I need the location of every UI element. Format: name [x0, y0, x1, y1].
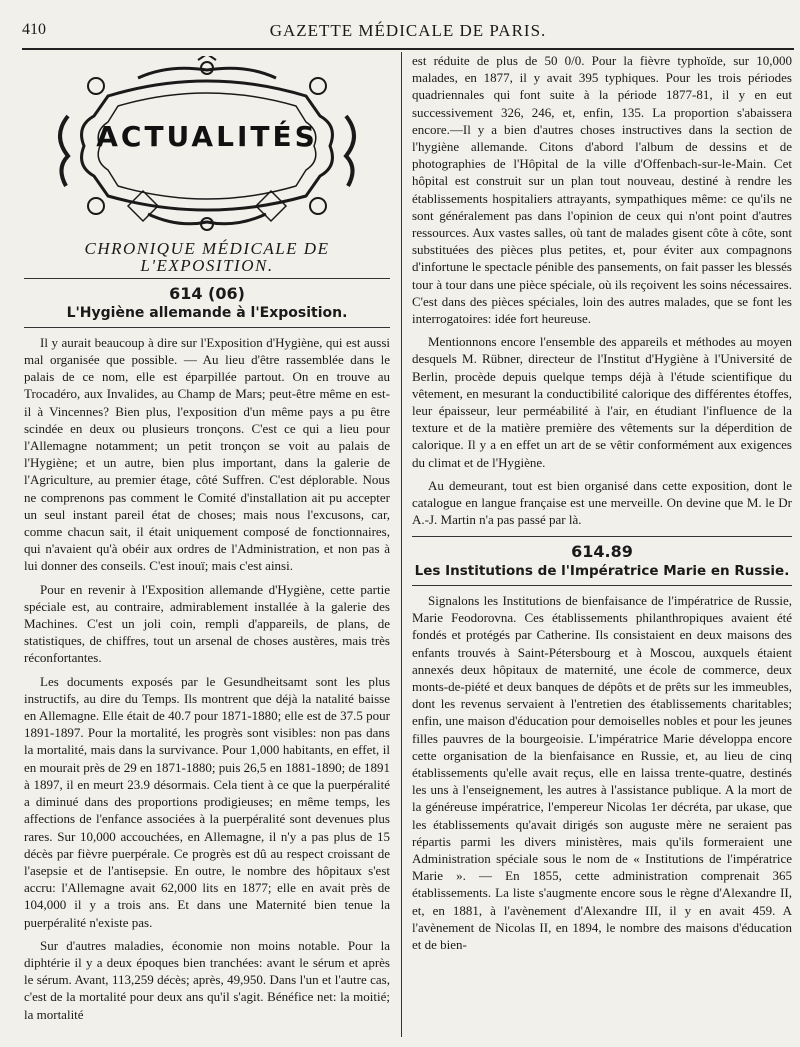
- page-header: [22, 18, 794, 50]
- section-divider: [412, 536, 792, 537]
- actualites-banner: [48, 56, 366, 234]
- right-column: [412, 52, 792, 1037]
- column-divider: [401, 52, 402, 1037]
- paragraph: Pour en revenir à l'Exposition allemande d'Hygiène, cette partie spéciale est, au contraire, admirablement installée à la galerie des Machines. C'est un joli coin, rempli d'appareils, de plans, de statistiques, de chiffres, tout un arsenal de choses austères, mais très réconfortantes.: [24, 581, 390, 666]
- paragraph: Au demeurant, tout est bien organisé dans cette exposition, dont le catalogue en langue française est une merveille. On devine que M. le Dr A.-J. Martin n'a pas passé par là.: [412, 477, 792, 528]
- left-column: [24, 52, 390, 1037]
- paragraph: Mentionnons encore l'ensemble des appareils et méthodes au moyen desquels M. Rübner, directeur de l'Institut d'Hygiène à l'Université de Berlin, procède depuis quelque temps déjà à l'étude scientifique du vêtement, en mesurant la conductibilité calorique des différentes étoffes, leur épaisseur, leur perméabilité à l'air, en étudiant l'influence de la texture et de la matière première des vêtements sur la déperdition de calorique. Il y a en effet un art de se vêtir conformément aux exigences du climat et de l'Hygiène.: [412, 334, 792, 470]
- article-number: 614.89: [571, 542, 633, 562]
- journal-title: GAZETTE MÉDICALE DE PARIS.: [269, 21, 547, 40]
- page-number: 410: [22, 21, 46, 38]
- paragraph: Il y aurait beaucoup à dire sur l'Exposition d'Hygiène, qui est aussi mal organisée que possible. — Au lieu d'être rassemblée dans le palais de ce nom, elle est éparpillée partout. On en trouve au Trocadéro, aux Invalides, au Champ de Mars; peut-être même en est-il à Vincennes? Bien plus, l'exposition d'un même pays a pu être scindée en deux ou plusieurs tronçons. C'est ce qui a lieu pour l'Allemagne notamment; un petit tronçon se voit au palais de l'Hygiène; et un autre, bien plus important, dans la galerie de l'Agriculture, au premier étage, côté Suffren. C'est déplorable. Nous ne comprenons pas comment le Comité d'installation ait pu accepter un seul instant pareil état de choses; mais nous l'excusons, car, comme chacun sait, il était uniquement composé de fonctionnaires, qui n'avaient qu'à obéir aux ordres de l'Administration, et non pas à lui donner des conseils. C'est inouï; mais c'est ainsi.: [24, 334, 390, 574]
- paragraph: est réduite de plus de 50 0/0. Pour la fièvre typhoïde, sur 10,000 malades, en 1877, il y avait 395 typhiques. Pour les trois périodes quadriennales qui font suite à la période 1877-81, il y en eut successivement 326, 246, et, enfin, 135. La proportion s'abaissera encore.—Il y a bien d'autres choses instructives dans la section de l'hygiène allemande. Citons d'abord l'album de dessins et de photographies de l'Hôpital de la ville d'Offenbach-sur-le-Main. Cet hôpital est construit sur un plan tout nouveau, destiné à rendre les établissements hospitaliers attrayants, sympathiques même: ce qu'ils ne sont généralement pas dans l'opinion de ceux qui n'ont point d'autres ressources. Aux vastes salles, où tant de malades gisent côte à côte, sont substituées des pièces plus petites, et, pour éviter aux compagnons d'infortune le spectacle pénible des pansements, on fait passer les blessés tour à tour dans une pièce spéciale, où ils reçoivent les soins nécessaires. C'est dans des pièces spéciales, loin des autres malades, que se font les interrogatoires: idée fort heureuse.: [412, 53, 792, 327]
- article-title: L'Hygiène allemande à l'Exposition.: [24, 305, 390, 328]
- paragraph: Les documents exposés par le Gesundheitsamt sont les plus instructifs, au dire du Temps. Ils montrent que déjà la natalité baisse en Allemagne. Elle était de 40.7 pour 1871-1880; elle est de 37.5 pour 1891-1897. Pour la mortalité, les progrès sont visibles: non pas dans la mortalité, mais dans la survivance. Pour 1,000 habitants, en effet, il en mourait près de 29 en 1871-1880; puis 26,5 en 1881-1890; de 1891 à 1897, il en meurt 23.9 désormais. Cela tient à ce que la puerpéralité a diminué dans des proportions prodigieuses; en même temps, les affections de l'enfance associées à la puerpéralité sont devenues plus rares. Sur 10,000 accouchées, en Allemagne, il n'y a pas plus de 15 décès par fièvre puerpérale. Ce progrès est dû au respect croissant de l'asepsie et de l'antisepsie. En outre, le nombre des hôpitaux s'est accru: l'Allemagne avait 62,000 lits en 1877; elle en avait près de 104,000 il y a trois ans. Et dans une Maternité bien tenue la puerpéralité n'existe pas.: [24, 673, 390, 930]
- article-title: Les Institutions de l'Impératrice Marie en Russie.: [412, 563, 792, 586]
- article-number: 614 (06): [169, 284, 245, 304]
- paragraph: Sur d'autres maladies, économie non moins notable. Pour la diphtérie il y a deux époques bien tranchées: avant le sérum et après le sérum. Avant, 113,259 décès; après, 49,950. Dans l'un et l'autre cas, c'est de la mortalité pour deux ans qu'il s'agit. Bénéfice net: la moitié; la mortalité: [24, 937, 390, 1022]
- banner-title: ACTUALITÉS: [96, 120, 318, 153]
- paragraph: Signalons les Institutions de bienfaisance de l'impératrice de Russie, Marie Feodorovna. Ces établissements philanthropiques avaient été fondés et protégés par Catherine. Ils consistaient en deux maisons des enfants trouvés à Saint-Pétersbourg et à Moscou, auxquels étaient annexés deux hôpitaux de maternité, une école de commerce, deux monts-de-piété et deux banques de dépôts et de prêts sur les immeubles, dont les revenus servaient à l'entretien des établissements charitables; enfin, une maison d'éducation pour demoiselles nobles et pour les jeunes filles pauvres de la bourgeoisie. L'impératrice Marie développa encore cette organisation de la bienfaisance en Russie, et, au lieu de cinq établissements qu'elle avait reçus, elle en laissa trente-quatre, destinés les uns à l'enseignement, les autres à l'assistance publique. A la mort de la généreuse impératrice, l'empereur Nicolas 1er décréta, par ukase, que les établissements qu'avait dirigés son auguste mère ne seraient pas répartis parmi les divers ministères, mais qu'ils formeraient une Administration spéciale sous le nom de « Institutions de l'impératrice Marie ». — En 1855, cette administration comprenait 365 établissements. La liste s'augmente encore sous le règne d'Alexandre II, et, en 1881, à l'avènement d'Alexandre III, il y en avait 459. A l'avènement de Nicolas II, en 1894, le nombre des maisons d'éducation et de bien-: [412, 592, 792, 952]
- section-heading: CHRONIQUE MÉDICALE DE L'EXPOSITION.: [24, 240, 390, 279]
